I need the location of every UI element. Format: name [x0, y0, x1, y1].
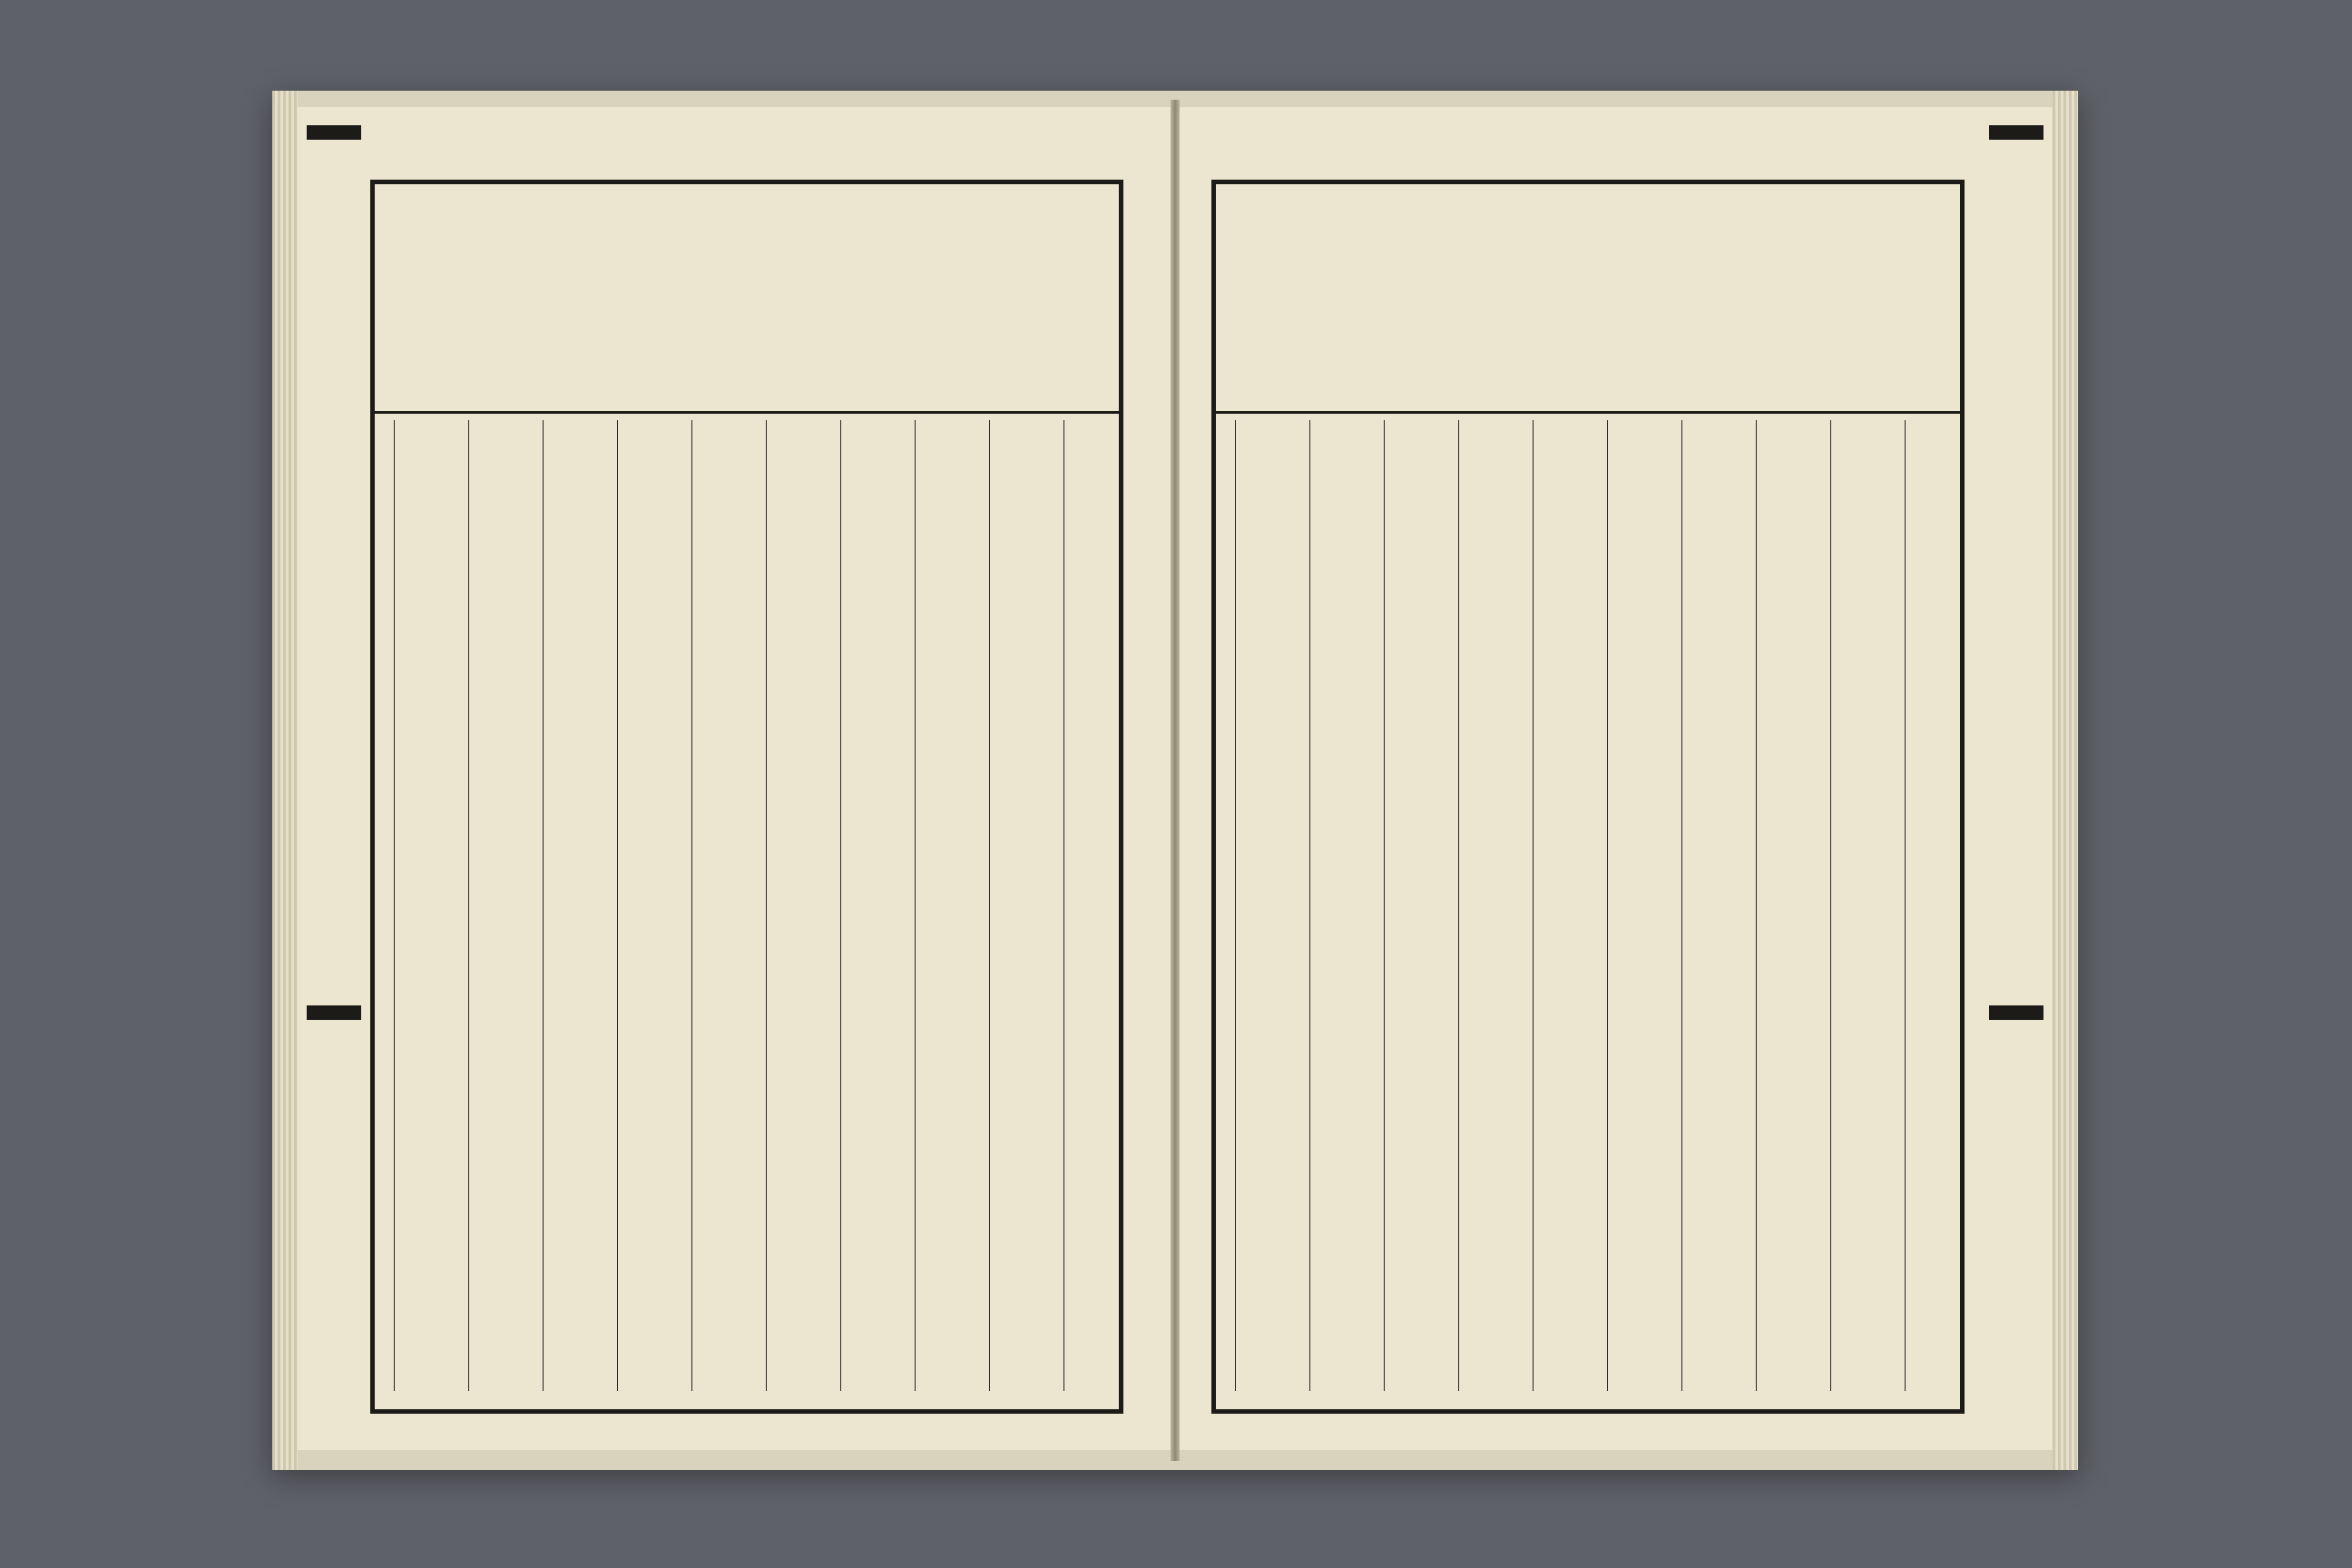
text-column	[1533, 420, 1588, 1391]
fold-mark-top	[307, 125, 361, 140]
text-column	[840, 420, 896, 1391]
page-edges-right	[2053, 91, 2078, 1470]
text-column	[766, 420, 821, 1391]
text-column	[915, 420, 970, 1391]
right-page	[1180, 107, 2053, 1450]
text-column	[1681, 420, 1737, 1391]
text-column	[394, 420, 449, 1391]
text-column	[1830, 420, 1886, 1391]
text-column	[691, 420, 747, 1391]
text-column	[1309, 420, 1365, 1391]
right-annotation-band	[1216, 184, 1960, 414]
text-column	[1458, 420, 1514, 1391]
text-column	[1905, 420, 1960, 1391]
right-text-frame	[1211, 180, 1965, 1414]
left-text-frame	[370, 180, 1123, 1414]
text-column	[1235, 420, 1290, 1391]
text-column	[1063, 420, 1119, 1391]
book-gutter	[1171, 100, 1180, 1461]
text-column	[1607, 420, 1662, 1391]
page-edges-left	[272, 91, 298, 1470]
fold-mark-top	[1989, 125, 2043, 140]
text-column	[617, 420, 672, 1391]
left-fold-margin	[307, 107, 361, 1450]
text-column	[1384, 420, 1439, 1391]
text-column	[1756, 420, 1811, 1391]
left-page	[298, 107, 1171, 1450]
text-column	[468, 420, 524, 1391]
fold-mark-bottom	[1989, 1005, 2043, 1020]
fold-mark-bottom	[307, 1005, 361, 1020]
open-book	[272, 91, 2078, 1470]
left-annotation-band	[375, 184, 1119, 414]
text-column	[543, 420, 598, 1391]
right-fold-margin	[1989, 107, 2043, 1450]
text-column	[989, 420, 1044, 1391]
